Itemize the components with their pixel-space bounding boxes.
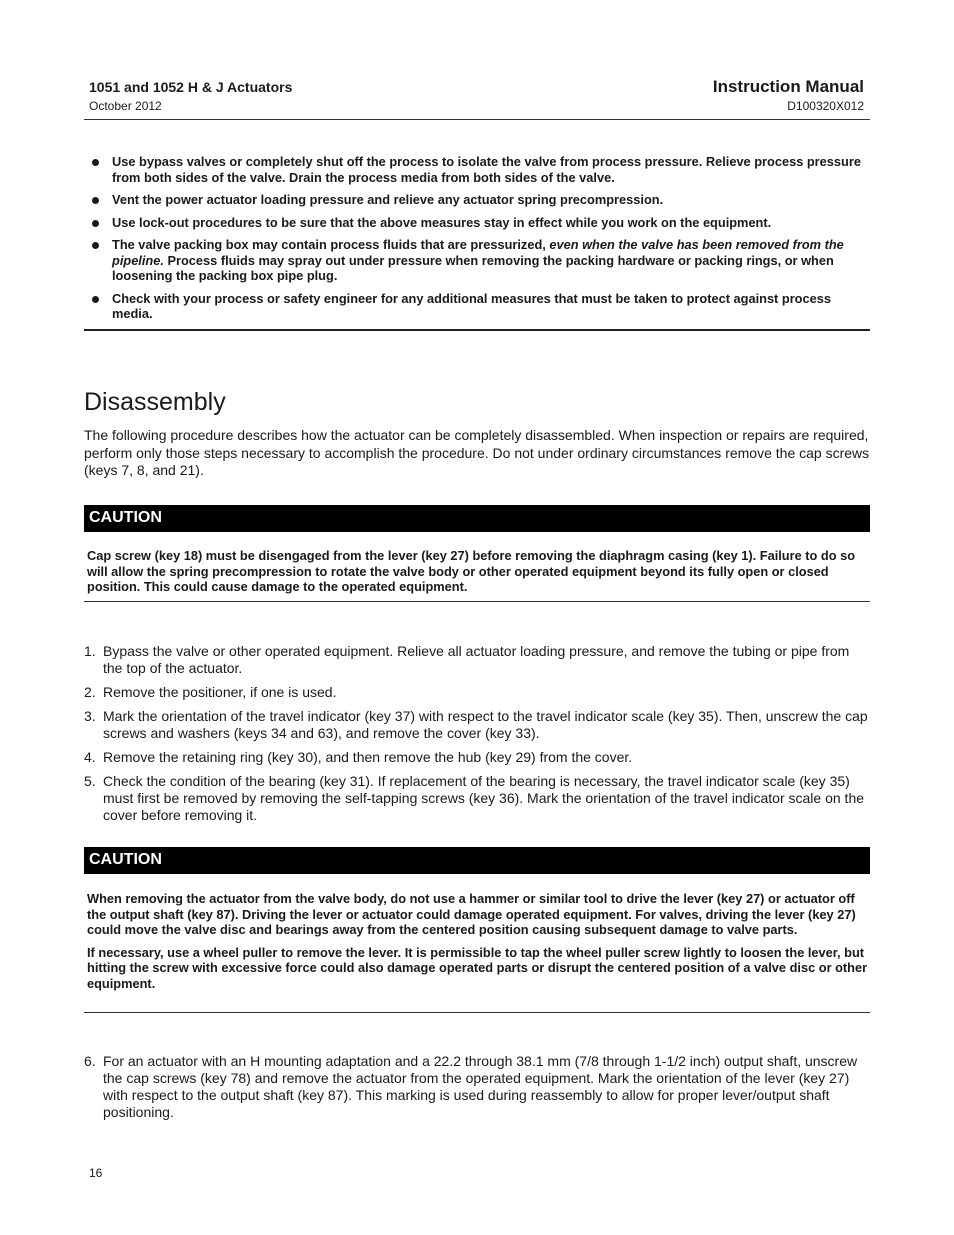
step-text: Remove the positioner, if one is used. [103,684,337,700]
caution-text: Cap screw (key 18) must be disengaged from the lever (key 27) before removing the diaphragm casing (key 1). Failure to do so will allow the spring precompression to rotate the valve body or other operated equipment beyond its fully open or closed position. This could cause damage to the operated equipment. [87,548,856,594]
caution-banner [84,505,870,532]
step-text: Mark the orientation of the travel indicator (key 37) with respect to the travel indicator scale (key 35). Then, unscrew the cap screws and washers (keys 34 and 63), and remove the cover (key 33). [103,708,868,741]
procedure-step [84,773,870,824]
procedure-step [84,1053,870,1121]
bullet-text: Use lock-out procedures to be sure that the above measures stay in effect while you work on the equipment. [112,214,772,230]
step-text: Remove the retaining ring (key 30), and then remove the hub (key 29) from the cover. [103,749,633,765]
bullet-text: Use bypass valves or completely shut off the process to isolate the valve from process pressure. Relieve process pressure from both sides of the valve. Drain the process media from both sides of the valve. [112,154,861,185]
warning-bullet [84,237,870,284]
step-text: For an actuator with an H mounting adaptation and a 22.2 through 38.1 mm (7/8 through 1-1/2 inch) output shaft, unscrew the cap screws (key 78) and remove the actuator from the operated equipment. Mark the orientation of the lever (key 27) with respect to the output shaft (key 87). This marking is used during reassembly to allow for proper lever/output shaft positioning. [103,1053,858,1120]
bullet-text: Vent the power actuator loading pressure and relieve any actuator spring precompression. [112,192,664,207]
caution-text: When removing the actuator from the valve body, do not use a hammer or similar tool to drive the lever (key 27) or actuator off the output shaft (key 87). Driving the lever or actuator could damage operated equipment. For valves, driving the lever (key 27) could move the valve disc and bearings away from the centered position causing subsequent damage to valve parts. [87,891,856,937]
bullet-text: Check with your process or safety engineer for any additional measures that must be taken to protect against process media. [112,290,831,321]
page-number: 16 [89,1166,103,1180]
caution-body [87,891,873,998]
bullet-dot-icon [92,159,99,166]
warning-divider [84,329,870,331]
header-divider [84,119,870,120]
step-text: Bypass the valve or other operated equipment. Relieve all actuator loading pressure, and remove the tubing or pipe from the top of the actuator. [103,643,850,676]
warning-bullet [84,154,870,185]
header-manual-title: Instruction Manual [712,77,864,96]
step-number: 2. [84,684,96,700]
section-intro: The following procedure describes how the actuator can be completely disassembled. When inspection or repairs are required, perform only those steps necessary to accomplish the procedure. Do not under ordinary circumstances remove the cap screws (keys 7, 8, and 21). [84,427,870,478]
procedure-step [84,749,870,766]
bullet-text-c: Process fluids may spray out under pressure when removing the packing hardware or packing rings, or when loosening the packing box pipe plug. [112,252,834,283]
bullet-dot-icon [92,296,99,303]
procedure-steps [84,1053,870,1128]
step-number: 3. [84,708,96,724]
step-number: 6. [84,1053,96,1069]
warning-bullet [84,215,870,231]
procedure-steps [84,643,870,831]
warning-bullet [84,192,870,208]
procedure-step [84,643,870,677]
caution-banner [84,847,870,874]
bullet-dot-icon [92,220,99,227]
step-number: 5. [84,773,96,789]
header-date: October 2012 [89,99,162,113]
caution-label: CAUTION [89,851,162,868]
caution-label: CAUTION [89,509,162,526]
caution-text: If necessary, use a wheel puller to remove the lever. It is permissible to tap the wheel puller screw lightly to loosen the lever, but hitting the screw with excessive force could also damage operated parts or disrupt the centered position of a valve disc or other equipment. [87,944,868,991]
caution-divider [84,601,870,602]
bullet-dot-icon [92,242,99,249]
bullet-dot-icon [92,197,99,204]
caution-divider [84,1012,870,1013]
bullet-text-emphasis: even when the valve has been removed from the pipeline. [112,237,844,268]
bullet-text-a: The valve packing box may contain process fluids that are pressurized, [112,237,550,252]
step-number: 4. [84,749,96,765]
header-product-title: 1051 and 1052 H & J Actuators [89,79,293,95]
step-number: 1. [84,643,96,659]
warning-bullet [84,291,870,322]
step-text: Check the condition of the bearing (key 31). If replacement of the bearing is necessary, the travel indicator scale (key 35) must first be removed by removing the self-tapping screws (key 36). Mark the orientation of the travel indicator scale on the cover before removing it. [103,773,865,823]
section-title: Disassembly [84,388,226,416]
warning-bullet-list [84,154,870,329]
header-doc-number: D100320X012 [787,99,864,113]
caution-body [87,548,873,602]
procedure-step [84,684,870,701]
procedure-step [84,708,870,742]
